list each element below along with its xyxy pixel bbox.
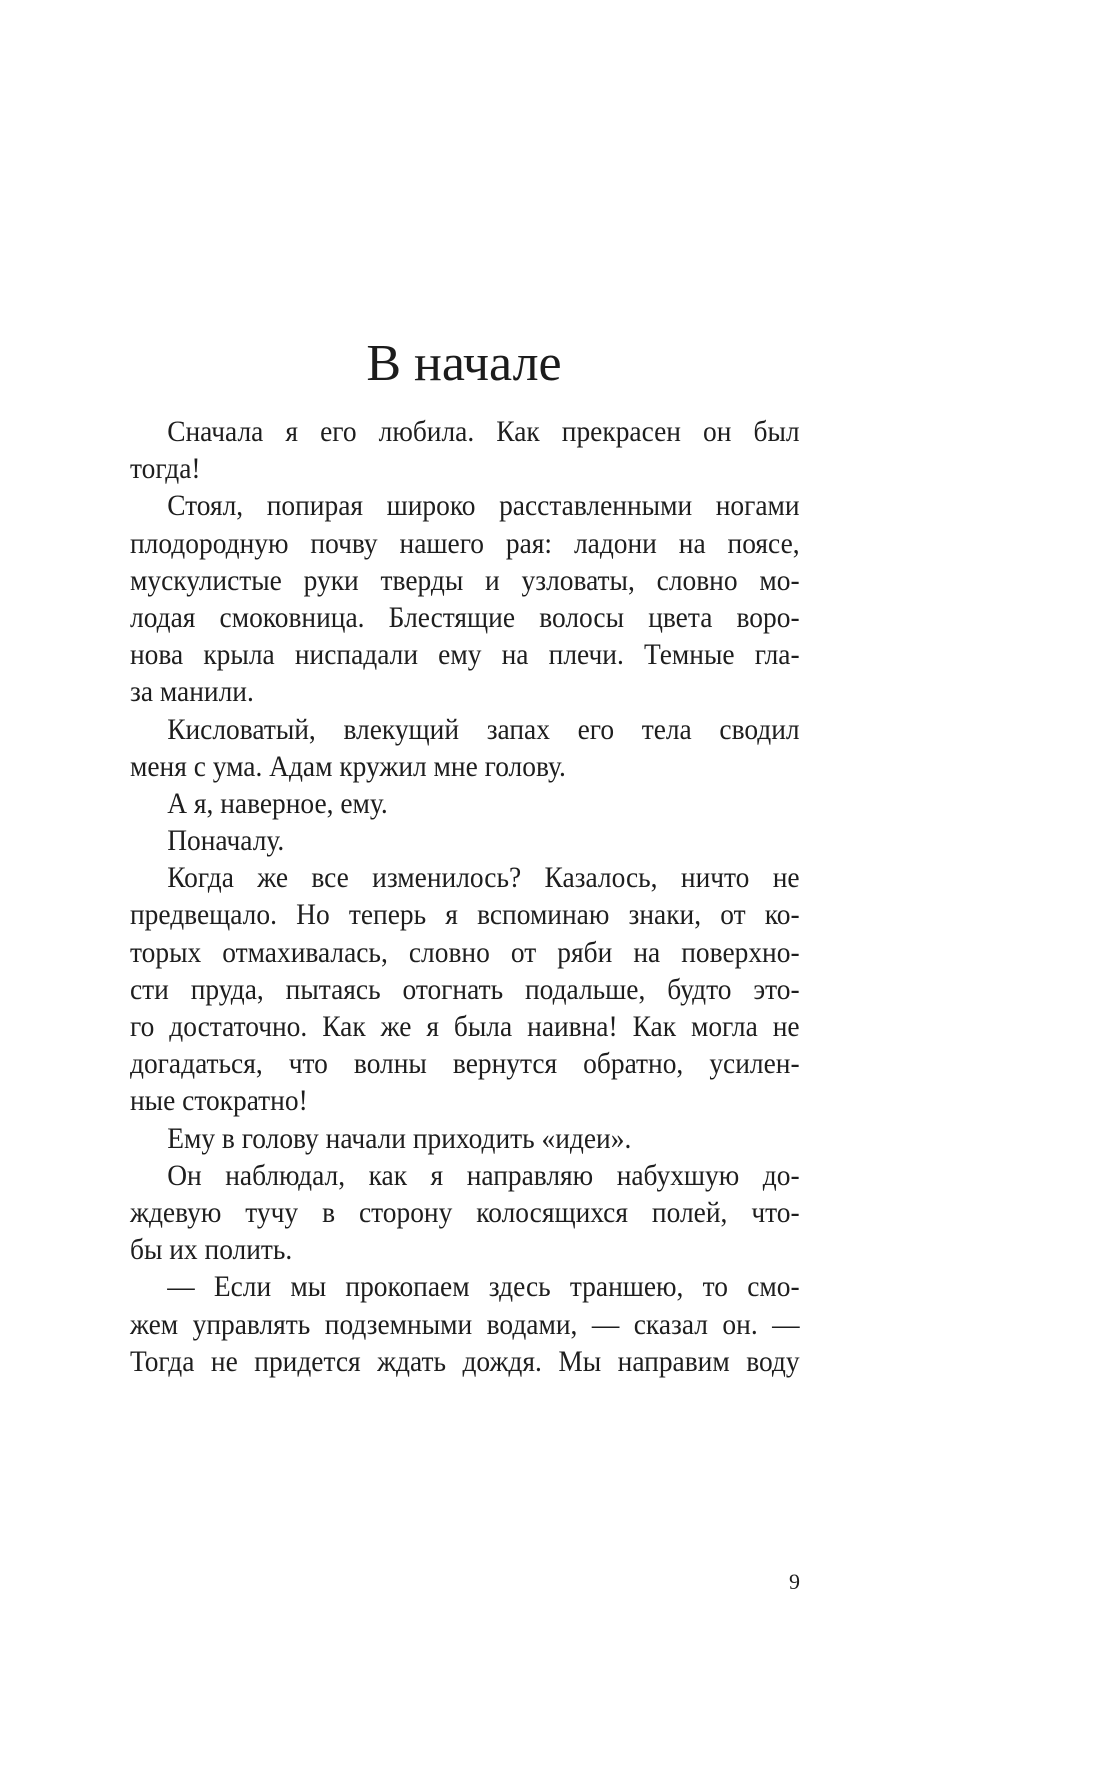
text-line: меня с ума. Адам кружил мне голову. <box>130 750 566 783</box>
text-line: Когда же все изменилось? Казалось, ничто не <box>167 862 800 895</box>
text-line: го достаточно. Как же я была наивна! Как могла не <box>130 1011 800 1043</box>
text-line: Поначалу. <box>167 825 285 858</box>
text-line: Ему в голову начали приходить «идеи». <box>167 1122 632 1155</box>
chapter-title: В начале <box>366 335 562 392</box>
text-line: жем управлять подземными водами, — сказал он. — <box>130 1308 800 1341</box>
text-line: за манили. <box>130 676 254 709</box>
page-number: 9 <box>789 1569 800 1594</box>
text-line: мускулистые руки тверды и узловаты, словно мо- <box>130 564 800 597</box>
text-line: ные стократно! <box>130 1085 308 1118</box>
text-line: Кисловатый, влекущий запах его тела сводил <box>167 713 800 746</box>
text-line: лодая смоковница. Блестящие волосы цвета воро- <box>130 601 800 634</box>
text-line: Сначала я его любила. Как прекрасен он был <box>167 416 800 448</box>
text-line: предвещало. Но теперь я вспоминаю знаки, от ко- <box>130 899 800 932</box>
text-line: ждевую тучу в сторону колосящихся полей, что- <box>130 1196 800 1229</box>
text-line: А я, наверное, ему. <box>167 787 388 820</box>
text-line: — Если мы прокопаем здесь траншею, то смо- <box>167 1271 800 1304</box>
text-line: бы их полить. <box>130 1234 293 1267</box>
body-text <box>130 414 800 1381</box>
text-line: плодородную почву нашего рая: ладони на поясе, <box>130 527 800 560</box>
text-line: Тогда не придется ждать дождя. Мы направим воду <box>130 1345 800 1378</box>
text-line: нова крыла ниспадали ему на плечи. Темные гла- <box>130 639 800 672</box>
text-line: торых отмахивалась, словно от ряби на поверхно- <box>130 936 800 969</box>
text-line: Стоял, попирая широко расставленными ногами <box>167 490 800 523</box>
text-line: сти пруда, пытаясь отогнать подальше, будто это- <box>130 973 800 1006</box>
text-line: догадаться, что волны вернутся обратно, усилен- <box>130 1048 800 1081</box>
text-line: Он наблюдал, как я направляю набухшую до- <box>167 1159 800 1192</box>
text-line: тогда! <box>130 453 201 486</box>
